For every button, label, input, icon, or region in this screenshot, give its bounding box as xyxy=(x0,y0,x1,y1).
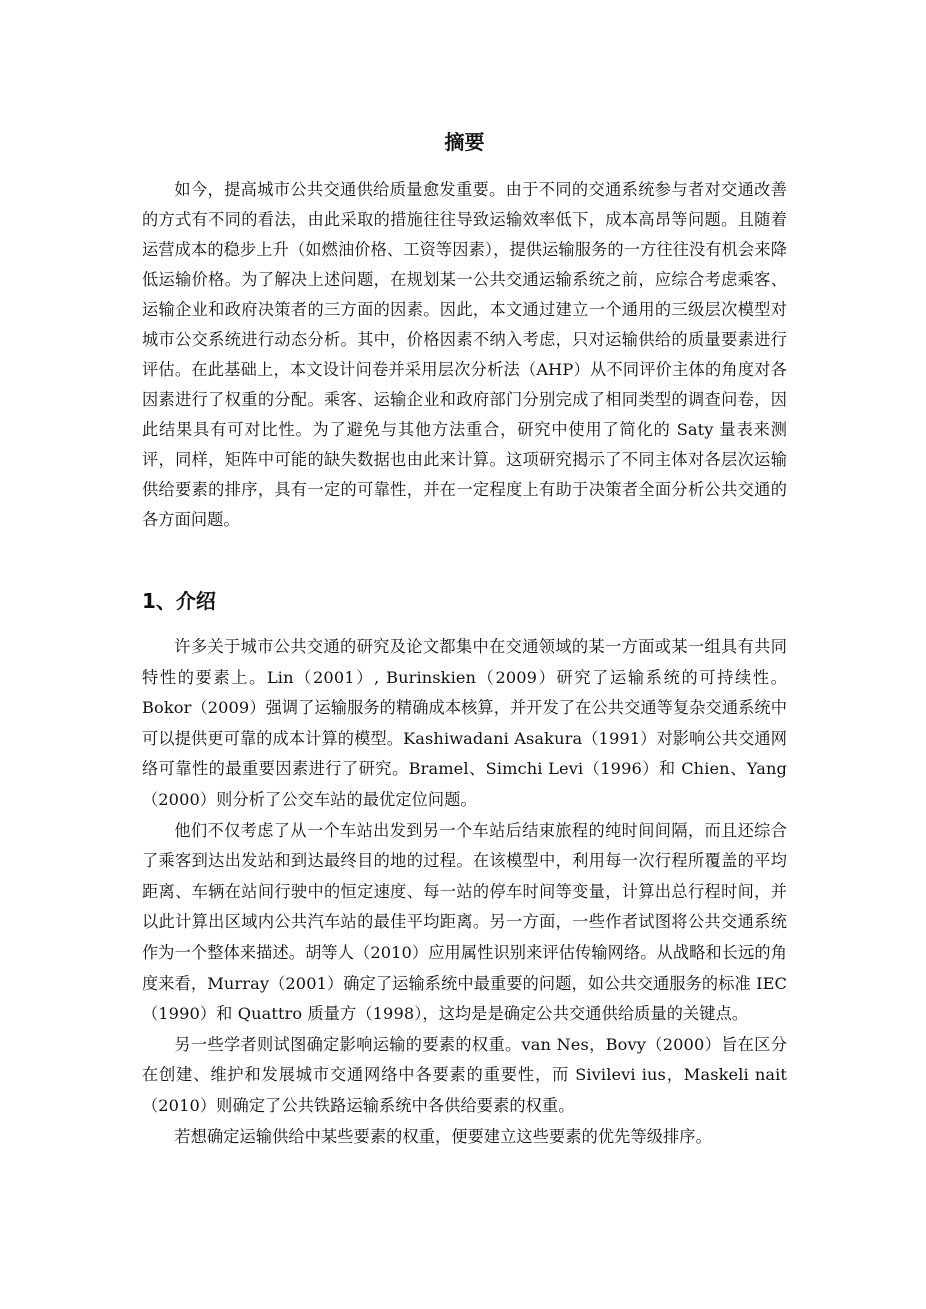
introduction-body xyxy=(142,632,787,1152)
intro-paragraph-3: 另一些学者则试图确定影响运输的要素的权重。van Nes，Bovy（2000）旨在区分在创建、维护和发展城市交通网络中各要素的重要性，而 Sivilevi ius，Maskeli nait（2010）则确定了公共铁路运输系统中各供给要素的权重。 xyxy=(142,1034,787,1115)
intro-paragraph-2: 他们不仅考虑了从一个车站出发到另一个车站后结束旅程的纯时间间隔，而且还综合了乘客到达出发站和到达最终目的地的过程。在该模型中，利用每一次行程所覆盖的平均距离、车辆在站间行驶中的恒定速度、每一站的停车时间等变量，计算出总行程时间，并以此计算出区域内公共汽车站的最佳平均距离。另一方面，一些作者试图将公共交通系统作为一个整体来描述。胡等人（2010）应用属性识别来评估传输网络。从战略和长远的角度来看，Murray（2001）确定了运输系统中最重要的问题，如公共交通服务的标准 IEC（1990）和 Quattro 质量方（1998），这均是是确定公共交通供给质量的关键点。 xyxy=(142,820,787,1024)
intro-paragraph-4: 若想确定运输供给中某些要素的权重，便要建立这些要素的优先等级排序。 xyxy=(174,1126,712,1146)
abstract-paragraph: 如今，提高城市公共交通供给质量愈发重要。由于不同的交通系统参与者对交通改善的方式有不同的看法，由此采取的措施往往导致运输效率低下，成本高昂等问题。且随着运营成本的稳步上升（如燃油价格、工资等因素），提供运输服务的一方往往没有机会来降低运输价格。为了解决上述问题，在规划某一公共交通运输系统之前，应综合考虑乘客、运输企业和政府决策者的三方面的因素。因此，本文通过建立一个通用的三级层次模型对城市公交系统进行动态分析。其中，价格因素不纳入考虑，只对运输供给的质量要素进行评估。在此基础上，本文设计问卷并采用层次分析法（AHP）从不同评价主体的角度对各因素进行了权重的分配。乘客、运输企业和政府部门分别完成了相同类型的调查问卷，因此结果具有可对比性。为了避免与其他方法重合，研究中使用了简化的 Saty 量表来测评，同样，矩阵中可能的缺失数据也由此来计算。这项研究揭示了不同主体对各层次运输供给要素的排序，具有一定的可靠性，并在一定程度上有助于决策者全面分析公共交通的各方面问题。 xyxy=(142,180,787,529)
section-heading-introduction: 1、介绍 xyxy=(142,589,216,613)
intro-paragraph-1: 许多关于城市公共交通的研究及论文都集中在交通领域的某一方面或某一组具有共同特性的要素上。Lin（2001）, Burinskien（2009）研究了运输系统的可持续性。Bokor（2009）强调了运输服务的精确成本核算，并开发了在公共交通等复杂交通系统中可以提供更可靠的成本计算的模型。Kashiwadani Asakura（1991）对影响公共交通网络可靠性的最重要因素进行了研究。Bramel、Simchi Levi（1996）和 Chien、Yang（2000）则分析了公交车站的最优定位问题。 xyxy=(142,637,787,809)
abstract-title: 摘要 xyxy=(444,130,485,154)
